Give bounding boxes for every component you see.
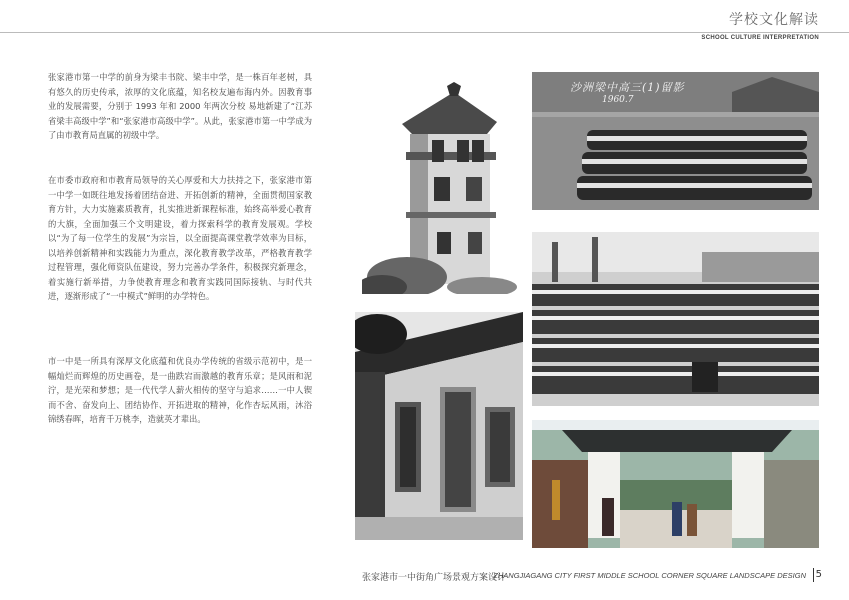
paragraph-development: 在市委市政府和市教育局领导的关心厚爱和大力扶持之下，张家港市第一中学一如既往地发扬着团结奋进、开拓创新的精神，全面贯彻国家教育方针，大力实施素质教育，扎实推进新课程标准，始终高举爱心教育的大旗，全面加强三个文明建设，着力探索科学的教育发展观。学校以“为了每一位学生的发展”为宗旨，以全面提高课堂教学效率为目标，以培养创新精神和实践能力为重点，深化教育教学改革，严格教育教学过程管理，强化师资队伍建设，努力完善办学条件，积极探究新理念，着实施行新举措，力争使教育理念和教育实践同国际接轨、与时代共进，逐渐形成了“一中模式”鲜明的办学特色。 bbox=[48, 175, 312, 301]
section-subtitle: SCHOOL CULTURE INTERPRETATION bbox=[701, 35, 819, 41]
page-footer bbox=[0, 568, 849, 584]
header-divider bbox=[0, 32, 849, 33]
page-number: 5 bbox=[815, 569, 822, 580]
group-photo-caption: 沙洲梁中高三(1)留影 bbox=[570, 81, 685, 94]
group-photo-1960 bbox=[532, 72, 819, 210]
school-gate-photo bbox=[532, 420, 819, 548]
old-building-image bbox=[355, 312, 523, 540]
group-photo-large bbox=[532, 232, 819, 406]
footer-title-en: ZHANGJIAGANG CITY FIRST MIDDLE SCHOOL CORNER SQUARE LANDSCAPE DESIGN bbox=[493, 571, 806, 580]
footer-divider bbox=[813, 568, 814, 582]
group-photo-date: 1960.7 bbox=[602, 95, 634, 105]
paragraph-history: 张家港市第一中学的前身为梁丰书院、梁丰中学，是一株百年老树，具有悠久的历史传承，浓厚的文化底蕴，知名校友遍布海内外。因教育事业的发展需要，分别于 1993 年和 2000 年两次分校 易地新建了“江苏省梁丰高级中学”和“张家港市高级中学”。从此，张家港市第一中学成为了由市教育局直属的初级中学。 bbox=[48, 72, 312, 140]
section-title: 学校文化解读 bbox=[729, 12, 819, 28]
paragraph-spirit: 市一中是一所具有深厚文化底蕴和优良办学传统的省级示范初中，是一幅灿烂而辉煌的历史画卷，是一曲跌宕而激越的教育乐章；是风雨和泥泞，是光荣和梦想；是一代代学人薪火相传的坚守与追求……一中人锲而不舍、奋发向上、团结协作、开拓进取的精神，化作杏坛风雨，沐浴锦绣春晖，培育千万桃李，造就英才辈出。 bbox=[48, 356, 312, 424]
tower-sketch-image bbox=[362, 82, 522, 294]
footer-title-cn: 张家港市一中街角广场景观方案设计 bbox=[361, 573, 506, 583]
